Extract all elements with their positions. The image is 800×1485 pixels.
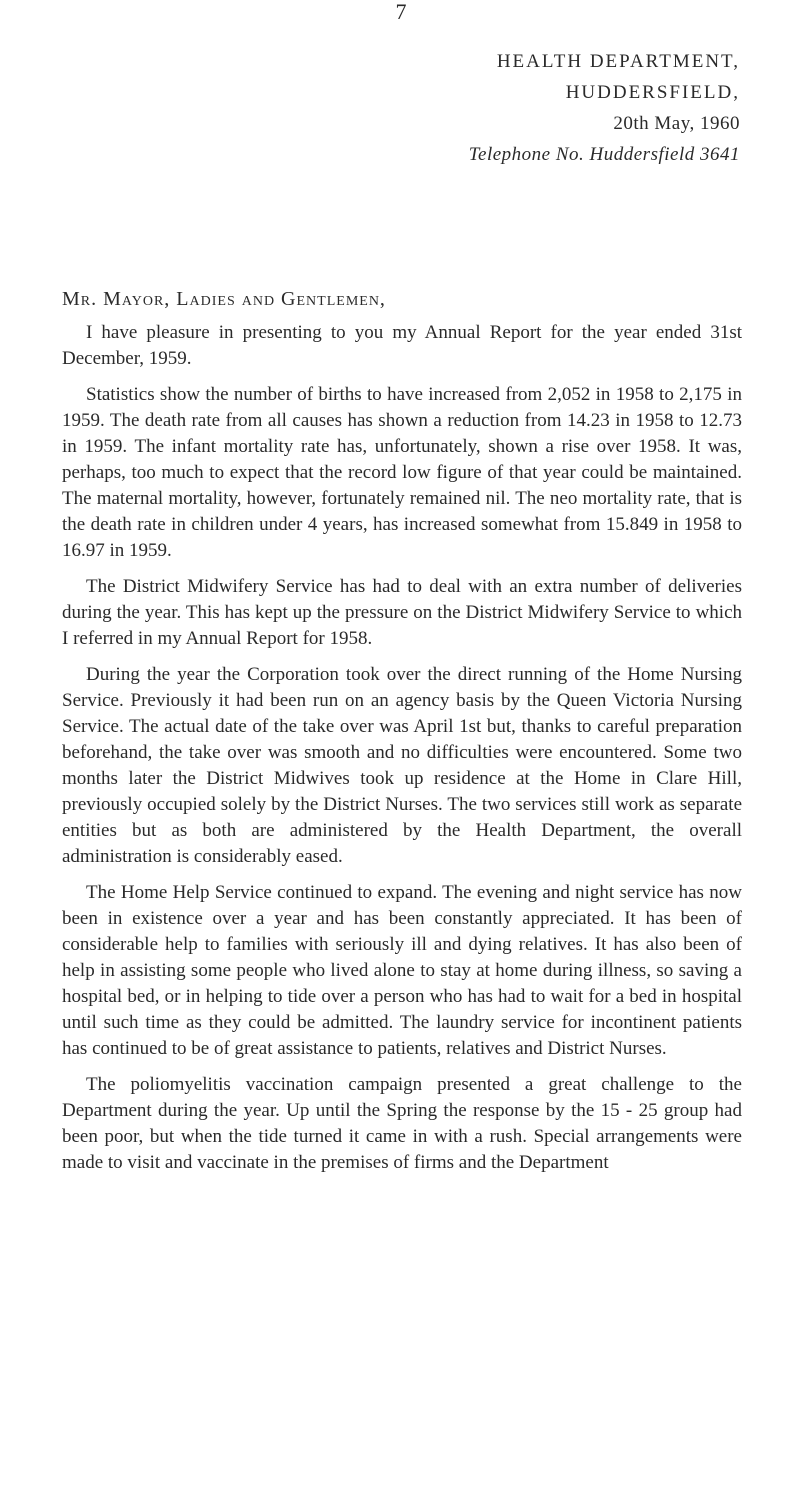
town-line: HUDDERSFIELD, (565, 82, 740, 103)
report-body (62, 320, 742, 1186)
paragraph-midwifery: The District Midwifery Service has had to deal with an extra number of deliveries during the year. This has kept up the pressure on the District Midwifery Service to which I referred in my Annual Report for 1958. (62, 576, 742, 649)
paragraph-home-nursing: During the year the Corporation took over the direct running of the Home Nursing Service. Previously it had been run on an agency basis by the Queen Victoria Nursing Service. The actual date of the take over was April 1st but, thanks to careful preparation beforehand, the take over was smooth and no difficulties were encountered. Some two months later the District Midwives took up residence at the Home in Clare Hill, previously occupied solely by the District Nurses. The two services still work as separate entities but as both are administered by the Health Department, the overall administration is considerably eased. (62, 664, 742, 867)
department-line: HEALTH DEPARTMENT, (496, 51, 740, 72)
paragraph-intro: I have pleasure in presenting to you my Annual Report for the year ended 31st December, 1959. (62, 322, 742, 369)
paragraph-poliomyelitis: The poliomyelitis vaccination campaign presented a great challenge to the Department during the year. Up until the Spring the response by the 15 - 25 group had been poor, but when the tide turned it came in with a rush. Special arrangements were made to visit and vaccinate in the premises of firms and the Department (62, 1074, 742, 1173)
salutation: Mr. Mayor, Ladies and Gentlemen, (62, 288, 386, 310)
telephone-line: Telephone No. Huddersfield 3641 (468, 144, 740, 165)
date-line: 20th May, 1960 (613, 113, 740, 134)
letter-header (469, 46, 740, 170)
paragraph-statistics: Statistics show the number of births to have increased from 2,052 in 1958 to 2,175 in 1959. The death rate from all causes has shown a reduction from 14.23 in 1958 to 12.73 in 1959. The infant mortality rate has, unfortunately, shown a rise over 1958. It was, perhaps, too much to expect that the record low figure of that year could be maintained. The maternal mortality, however, fortunately remained nil. The neo mortality rate, that is the death rate in children under 4 years, has increased somewhat from 15.849 in 1958 to 16.97 in 1959. (62, 384, 742, 561)
page-number: 7 (395, 0, 407, 24)
paragraph-home-help: The Home Help Service continued to expand. The evening and night service has now been in existence over a year and has been constantly appreciated. It has been of considerable help to families with seriously ill and dying relatives. It has also been of help in assisting some people who lived alone to stay at home during illness, so saving a hospital bed, or in helping to tide over a person who has had to wait for a bed in hospital until such time as they could be admitted. The laundry service for incontinent patients has continued to be of great assistance to patients, relatives and District Nurses. (62, 882, 742, 1059)
